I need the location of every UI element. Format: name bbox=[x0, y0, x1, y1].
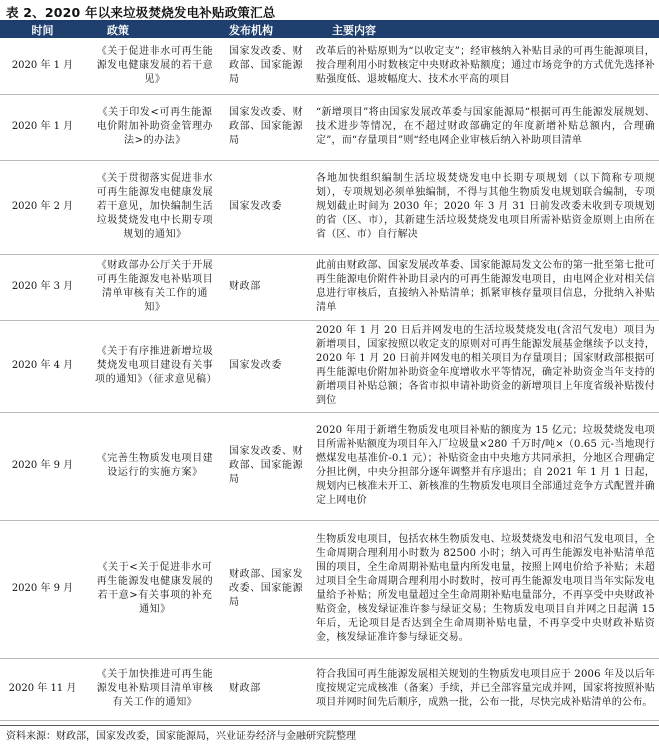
cell-policy: 《关于促进非水可再生能源发电健康发展的若干意见》 bbox=[85, 38, 225, 94]
table-row bbox=[0, 94, 659, 160]
cell-content: 此前由财政部、国家发展改革委、国家能源局发文公布的第一批至第七批可再生能源电价附件补助目录内的可再生能源发电项目，由电网企业对相关信息进行审核后，直接纳入补贴清单；抓紧审核存量项目信息，分批纳入补贴清单 bbox=[312, 254, 659, 320]
cell-policy: 《关于有序推进新增垃圾焚烧发电项目建设有关事项的通知》（征求意见稿） bbox=[85, 320, 225, 412]
cell-content: 改革后的补贴原则为“以收定支”；经审核纳入补贴目录的可再生能源项目，按合理利用小时数核定中央财政补贴额度；通过市场竞争的方式优先选择补贴强度低、退坡幅度大、技术水平高的项目 bbox=[312, 38, 659, 94]
cell-policy: 《关于加快推进可再生能源发电补贴项目清单审核有关工作的通知》 bbox=[85, 658, 225, 720]
cell-time: 2020 年 2 月 bbox=[0, 160, 85, 254]
cell-content: “新增项目”将由国家发展改革委与国家能源局“根据可再生能源发展规划、技术进步等情况，在不超过财政部确定的年度新增补贴总额内，合理确定”，而“存量项目”则“经电网企业审核后纳入补助项目清单 bbox=[312, 94, 659, 160]
cell-policy: 《财政部办公厅关于开展可再生能源发电补贴项目清单审核有关工作的通知》 bbox=[85, 254, 225, 320]
header-content: 主要内容 bbox=[312, 22, 659, 38]
cell-org: 财政部 bbox=[225, 254, 312, 320]
cell-org: 财政部、国家发改委、国家能源局 bbox=[225, 520, 312, 658]
cell-org: 国家发改委、财政部、国家能源局 bbox=[225, 412, 312, 520]
cell-content: 2020 年 1 月 20 日后并网发电的生活垃圾焚烧发电(含沼气发电）项目为新增项目，国家按照以收定支的原则对可再生能源发展基金继续予以支持，2020 年 1 月 20 日前并网发电的相关项目为存量项目；国家财政部根据可再生能源电价附加补助资金年度增收水平等情况，确定补助资金当年支持的新增项目补贴总额；各省市拟申请补助资金的新增项目上年度省级补贴拨付到位 bbox=[312, 320, 659, 412]
cell-content: 2020 年用于新增生物质发电项目补贴的额度为 15 亿元；垃圾焚烧发电项目所需补贴额度为项目年入厂垃圾量×280 千万时/吨×（0.65 元-当地现行燃煤发电基准价-0.1 元）；补贴资金由中央地方共同承担，分地区合理确定分担比例，中央分担部分逐年调整并有序退出；自 2021 年 1 月 1 日起，规划内已核准未开工、新核准的生物质发电项目全部通过竞争方式配置并确定上网电价 bbox=[312, 412, 659, 520]
cell-time: 2020 年 1 月 bbox=[0, 94, 85, 160]
table-row bbox=[0, 658, 659, 720]
cell-time: 2020 年 9 月 bbox=[0, 520, 85, 658]
bottom-rule bbox=[0, 725, 659, 726]
cell-time: 2020 年 3 月 bbox=[0, 254, 85, 320]
cell-content: 各地加快组织编制生活垃圾焚烧发电中长期专项规划（以下简称专项规划），专项规划必须单独编制，不得与其他生物质发电规划联合编制，专项规划截止时间为 2030 年；2020 年 3 月 31 日前发改委未收到专项规划的省（区、市），其新建生活垃圾焚烧发电项目所需补贴资金原则上由所在省（区、市）自行解决 bbox=[312, 160, 659, 254]
cell-time: 2020 年 11 月 bbox=[0, 658, 85, 720]
table-row bbox=[0, 412, 659, 520]
cell-time: 2020 年 4 月 bbox=[0, 320, 85, 412]
cell-org: 国家发改委、财政部、国家能源局 bbox=[225, 94, 312, 160]
cell-policy: 《完善生物质发电项目建设运行的实施方案》 bbox=[85, 412, 225, 520]
table-caption: 表 2、2020 年以来垃圾焚烧发电补贴政策汇总 bbox=[6, 5, 276, 20]
cell-policy: 《关于印发<可再生能源电价附加补助资金管理办法>的办法》 bbox=[85, 94, 225, 160]
cell-policy: 《关于贯彻落实促进非水可再生能源发电健康发展若干意见，加快编制生活垃圾焚烧发电中长期专项规划的通知》 bbox=[85, 160, 225, 254]
header-time: 时间 bbox=[0, 22, 85, 38]
table-row bbox=[0, 520, 659, 658]
cell-time: 2020 年 9 月 bbox=[0, 412, 85, 520]
policy-table bbox=[0, 22, 659, 721]
cell-org: 国家发改委、财政部、国家能源局 bbox=[225, 38, 312, 94]
cell-policy: 《关于<关于促进非水可再生能源发电健康发展的若干意>有关事项的补充通知》 bbox=[85, 520, 225, 658]
table-row bbox=[0, 254, 659, 320]
header-policy: 政策 bbox=[85, 22, 225, 38]
cell-org: 国家发改委 bbox=[225, 160, 312, 254]
cell-org: 国家发改委 bbox=[225, 320, 312, 412]
table-row bbox=[0, 38, 659, 94]
cell-content: 生物质发电项目，包括农林生物质发电、垃圾焚烧发电和沼气发电项目，全生命周期合理利用小时数为 82500 小时；纳入可再生能源发电补贴清单范围的项目，全生命周期补贴电量内所发电量，按照上网电价给予补贴；未超过项目全生命周期合理利用小时数时，按可再生能源发电项目当年实际发电量给予补贴；所发电量超过全生命周期补贴电量部分，不再享受中央财政补贴资金，核发绿证准许参与绿证交易；生物质发电项目自并网之日起满 15 年后，无论项目是否达到全生命周期补贴电量，不再享受中央财政补贴资金，核发绿证准许参与绿证交易。 bbox=[312, 520, 659, 658]
table-header-row bbox=[0, 22, 659, 38]
header-org: 发布机构 bbox=[225, 22, 312, 38]
source-note: 资料来源：财政部，国家发改委，国家能源局，兴业证券经济与金融研究院整理 bbox=[6, 731, 356, 742]
cell-content: 符合我国可再生能源发展相关规划的生物质发电项目应于 2006 年及以后年度按规定完成核准（备案）手续，并已全部容量完成并网，国家将按照补贴项目并网时间先后顺序，成熟一批，公布一批，尽快完成补贴清单的公布。 bbox=[312, 658, 659, 720]
table-row bbox=[0, 160, 659, 254]
table-row bbox=[0, 320, 659, 412]
cell-time: 2020 年 1 月 bbox=[0, 38, 85, 94]
cell-org: 财政部 bbox=[225, 658, 312, 720]
